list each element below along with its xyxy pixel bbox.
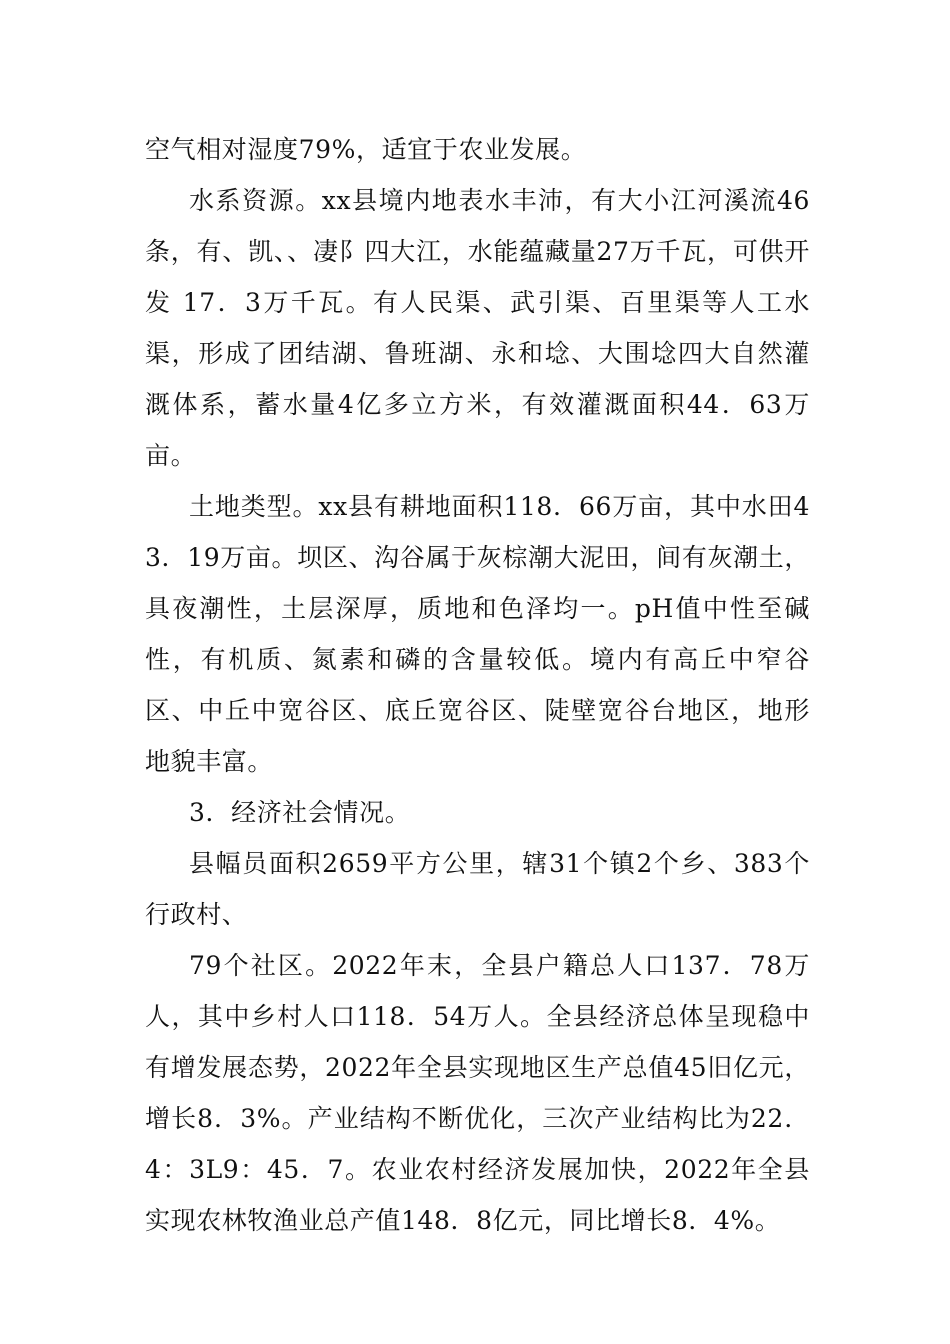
section-heading-economy: 3．经济社会情况。 [189,798,411,827]
paragraph-land-types: 土地类型。xx县有耕地面积118．66万亩，其中水田43．19万亩。坝区、沟谷属于灰棕潮大泥田，间有灰潮土，具夜潮性，土层深厚，质地和色泽均一。pH值中性至碱性，有机质、氮素和磷的含量较低。境内有高丘中窄谷区、中丘中宽谷区、底丘宽谷区、陡壁宽谷台地区，地形地貌丰富。 [145,492,810,776]
paragraph-water-resources: 水系资源。xx县境内地表水丰沛，有大小江河溪流46条，有、凯、、凄阝四大江，水能蕴藏量27万千瓦，可供开发 17．3万千瓦。有人民渠、武引渠、百里渠等人工水渠，形成了团结湖、鲁班湖、永和埝、大围埝四大自然灌溉体系，蓄水量4亿多立方米，有效灌溉面积44．63万亩。 [145,186,810,470]
paragraph-humidity: 空气相对湿度79%，适宜于农业发展。 [145,135,587,164]
document-body [145,124,810,1246]
paragraph-county-area: 县幅员面积2659平方公里，辖31个镇2个乡、383个行政村、 [145,849,810,929]
paragraph-economy: 79个社区。2022年末，全县户籍总人口137．78万人，其中乡村人口118．54万人。全县经济总体呈现稳中有增发展态势，2022年全县实现地区生产总值45旧亿元，增长8．3%。产业结构不断优化，三次产业结构比为22．4：3L9：45．7。农业农村经济发展加快，2022年全县实现农林牧渔业总产值148．8亿元，同比增长8．4%。 [145,951,810,1235]
